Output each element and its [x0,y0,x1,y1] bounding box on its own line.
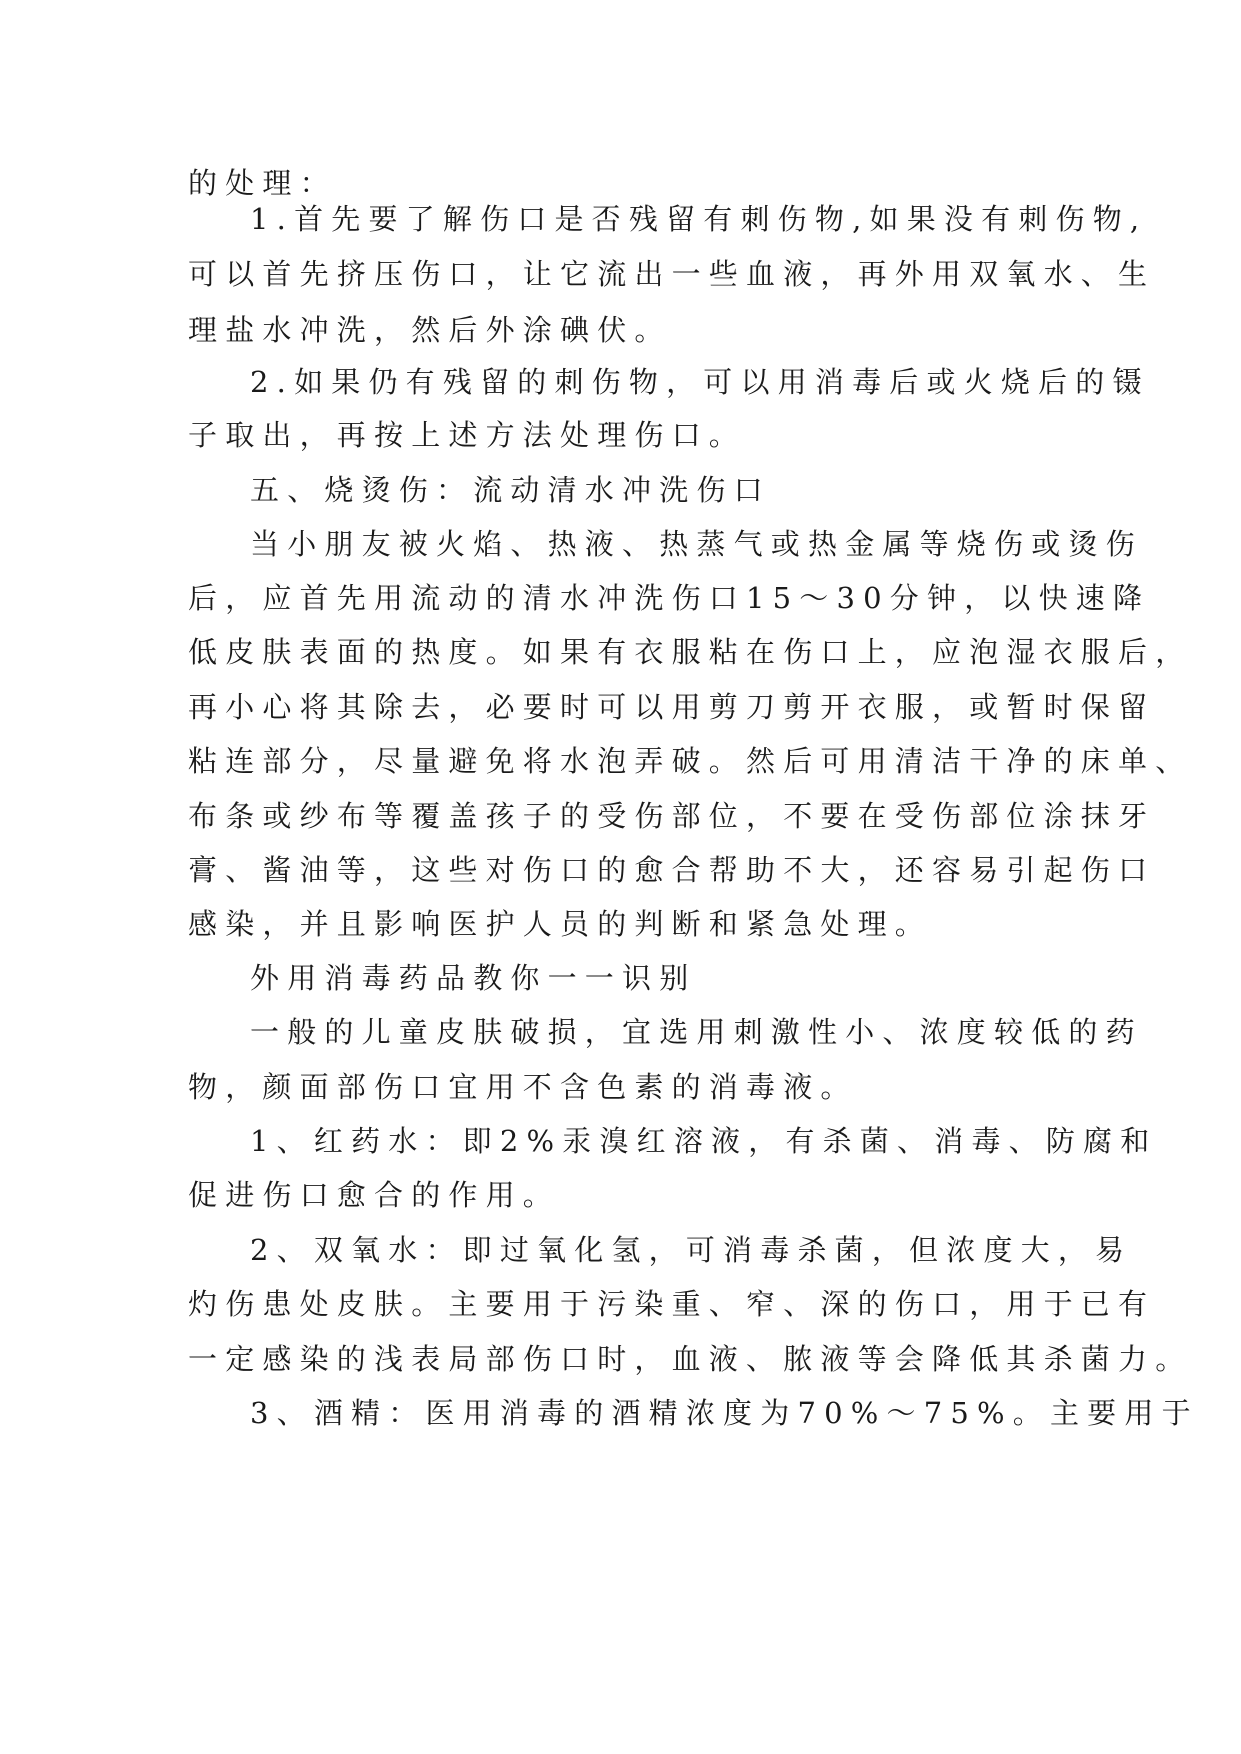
text-line: 再小心将其除去，必要时可以用剪刀剪开衣服，或暂时保留 [188,690,1156,724]
text-line: 子取出，再按上述方法处理伤口。 [188,418,747,452]
text-line: 一般的儿童皮肤破损，宜选用刺激性小、浓度较低的药 [250,1015,1143,1049]
text-line: 一定感染的浅表局部伤口时，血液、脓液等会降低其杀菌力。 [188,1342,1193,1376]
text-line: 感染，并且影响医护人员的判断和紧急处理。 [188,907,933,941]
text-line: 五、烧烫伤：流动清水冲洗伤口 [250,473,771,507]
text-line: 2.如果仍有残留的刺伤物，可以用消毒后或火烧后的镊 [250,365,1150,399]
text-line: 理盐水冲洗，然后外涂碘伏。 [188,313,672,347]
text-line: 1.首先要了解伤口是否残留有刺伤物,如果没有刺伤物, [250,202,1148,236]
text-line: 物，颜面部伤口宜用不含色素的消毒液。 [188,1070,858,1104]
text-line: 2、双氧水：即过氧化氢，可消毒杀菌，但浓度大，易 [250,1233,1133,1267]
text-line: 3、酒精：医用消毒的酒精浓度为70%～75%。主要用于 [250,1396,1199,1430]
text-line: 粘连部分，尽量避免将水泡弄破。然后可用清洁干净的床单、 [188,744,1193,778]
text-line: 低皮肤表面的热度。如果有衣服粘在伤口上，应泡湿衣服后， [188,635,1193,669]
text-line: 促进伤口愈合的作用。 [188,1178,561,1212]
text-line: 膏、酱油等，这些对伤口的愈合帮助不大，还容易引起伤口 [188,853,1156,887]
text-line: 灼伤患处皮肤。主要用于污染重、窄、深的伤口，用于已有 [188,1287,1156,1321]
text-line: 的处理： [188,166,337,200]
text-line: 可以首先挤压伤口，让它流出一些血液，再外用双氧水、生 [188,257,1156,291]
text-line: 1、红药水：即2%汞溴红溶液，有杀菌、消毒、防腐和 [250,1124,1158,1158]
text-line: 外用消毒药品教你一一识别 [250,961,697,995]
text-line: 布条或纱布等覆盖孩子的受伤部位，不要在受伤部位涂抹牙 [188,799,1156,833]
text-line: 当小朋友被火焰、热液、热蒸气或热金属等烧伤或烫伤 [250,527,1143,561]
text-line: 后，应首先用流动的清水冲洗伤口15～30分钟，以快速降 [188,581,1151,615]
